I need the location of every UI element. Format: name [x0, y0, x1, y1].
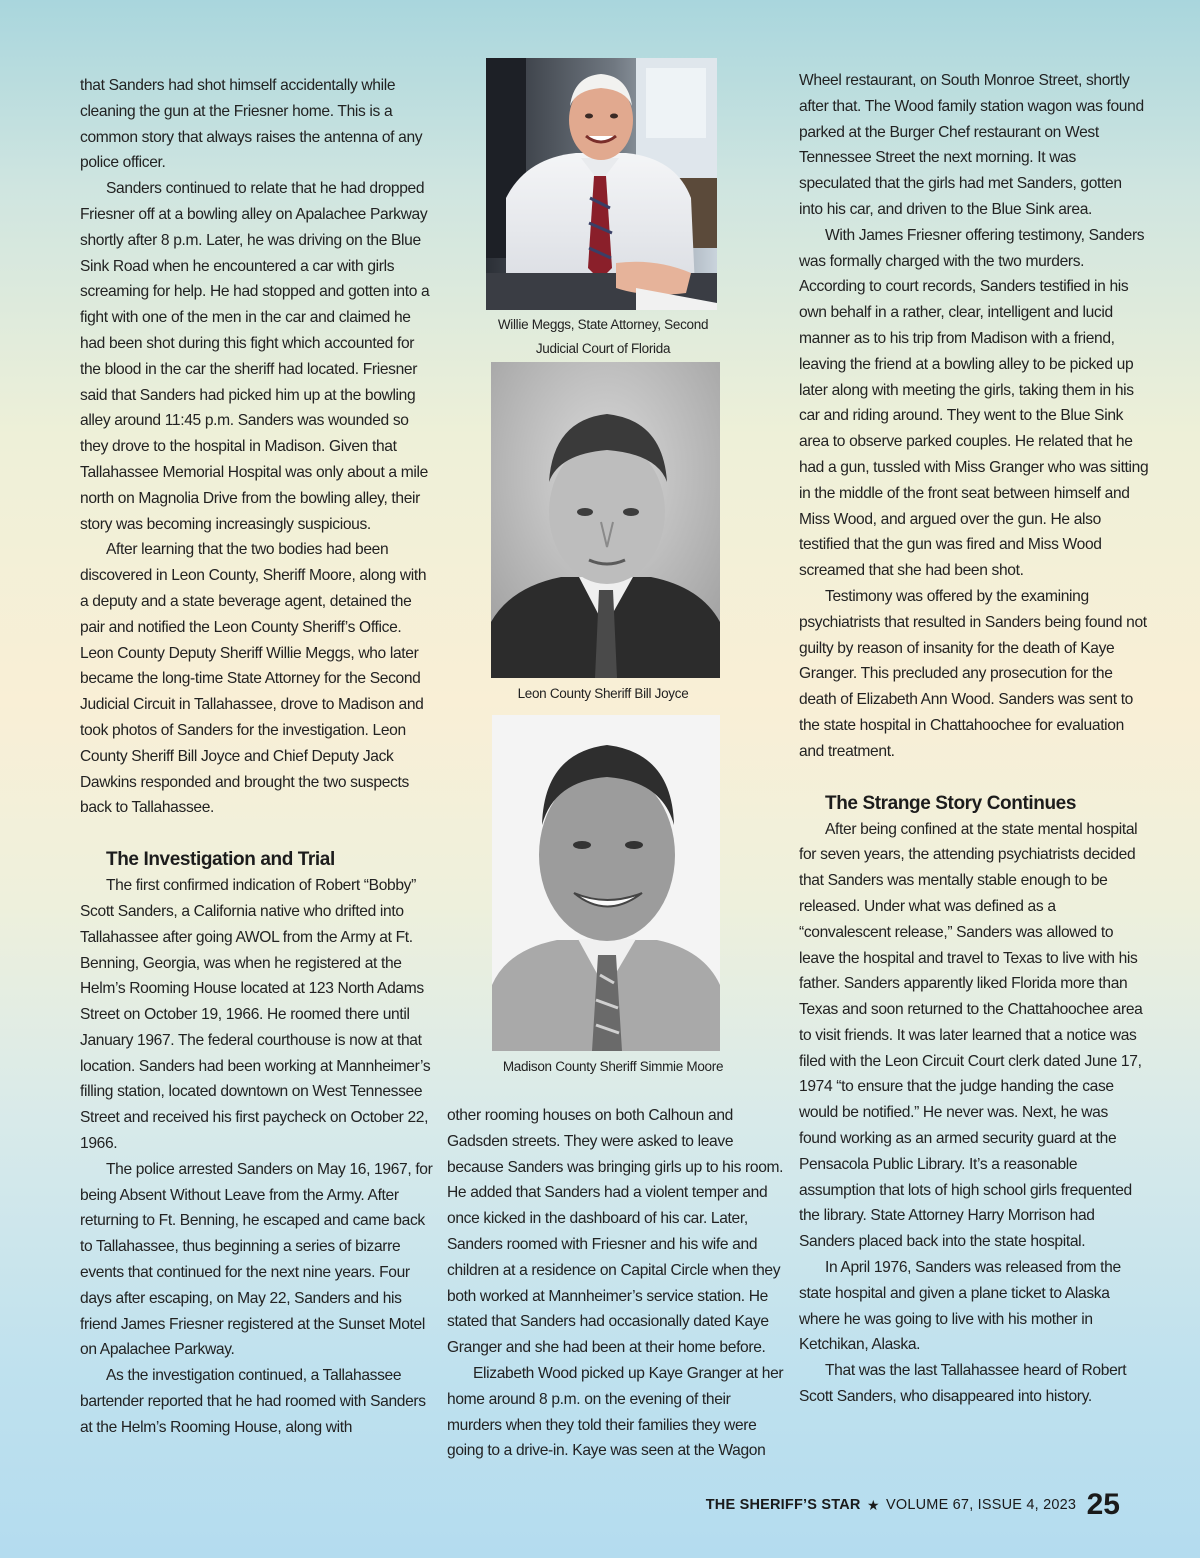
paragraph: Elizabeth Wood picked up Kaye Granger at her home around 8 p.m. on the evening of their murders when they told their families they were going to a drive-in. Kaye was seen at the Wagon: [447, 1364, 784, 1460]
paragraph: With James Friesner offering testimony, Sanders was formally charged with the two murders. According to court records, Sanders testified in his own behalf in a rather, clear, intelligent and lucid manner as to his trip from Madison with a friend, leaving the friend at a bowling alley to be picked up later along with meeting the girls, taking them in his car and riding around. They went to the Blue Sink area to observe parked couples. He related that he had a gun, tussled with Miss Granger who was sitting in the middle of the front seat between himself and Miss Wood, and argued over the gun. He also testified that the gun was fired and Miss Wood screamed that she had been shot.: [799, 226, 1149, 580]
paragraph: In April 1976, Sanders was released from the state hospital and given a plane ticket to Alaska where he was going to live with his mother in Ketchikan, Alaska.: [799, 1259, 1121, 1354]
article-column-2: [447, 1103, 787, 1464]
section-heading-investigation: The Investigation and Trial: [106, 849, 335, 871]
paragraph: That was the last Tallahassee heard of Robert Scott Sanders, who disappeared into history.: [799, 1362, 1127, 1406]
paragraph: The police arrested Sanders on May 16, 1967, for being Absent Without Leave from the Army. After returning to Ft. Benning, he escaped and came back to Tallahassee, thus beginning a series of bizarre events that continued for the next nine years. Four days after escaping, on May 22, Sanders and his friend James Friesner registered at the Sunset Motel on Apalachee Parkway.: [80, 1160, 433, 1359]
photo-caption-moore: [470, 1055, 756, 1079]
paragraph: Wheel restaurant, on South Monroe Street, shortly after that. The Wood family station wagon was found parked at the Burger Chef restaurant on West Tennessee Street the next morning. It was speculated that the girls had met Sanders, gotten into his car, and driven to the Blue Sink area.: [799, 72, 1144, 218]
section-heading-strange-story: The Strange Story Continues: [825, 792, 1077, 814]
caption-line: Willie Meggs, State Attorney, Second: [497, 317, 709, 332]
page-number: 25: [1086, 1488, 1120, 1521]
article-column-1: [80, 73, 436, 1441]
photo-caption-meggs: [470, 313, 736, 361]
photo-caption-joyce: [470, 682, 736, 706]
paragraph: The first confirmed indication of Robert “Bobby” Scott Sanders, a California native who drifted into Tallahassee after going AWOL from the Army at Ft. Benning, Georgia, was when he registered at the Helm’s Rooming House located at 123 North Adams Street on October 19, 1966. He roomed there until January 1967. The federal courthouse is now at that location. Sanders had been working at Mannheimer’s filling station, located downtown on West Tennessee Street and received his first paycheck on October 22, 1966.: [80, 877, 431, 1153]
caption-line: Madison County Sheriff Simmie Moore: [502, 1059, 724, 1074]
star-icon: ★: [866, 1496, 880, 1513]
bill-joyce-portrait: [491, 362, 720, 678]
paragraph: other rooming houses on both Calhoun and Gadsden streets. They were asked to leave because Sanders was bringing girls up to his room. He added that Sanders had a violent temper and once kicked in the dashboard of his car. Later, Sanders roomed with Friesner and his wife and children at a residence on Capital Circle when they both worked at Mannheimer’s service station. He stated that Sanders had occasionally dated Kaye Granger and she had been at their home before.: [447, 1107, 784, 1357]
paragraph: Testimony was offered by the examining psychiatrists that resulted in Sanders being found not guilty by reason of insanity for the death of Kaye Granger. This precluded any prosecution for the death of Elizabeth Ann Wood. Sanders was sent to the state hospital in Chattahoochee for evaluation and treatment.: [799, 587, 1147, 760]
caption-line: Judicial Court of Florida: [535, 341, 671, 356]
paragraph: that Sanders had shot himself accidentally while cleaning the gun at the Friesner home. This is a common story that always raises the antenna of any police officer.: [80, 77, 423, 172]
page-footer: [650, 1488, 1120, 1528]
simmie-moore-portrait: [492, 715, 720, 1051]
photo-bill-joyce: [491, 362, 720, 678]
paragraph: As the investigation continued, a Tallahassee bartender reported that he had roomed with Sanders at the Helm’s Rooming House, along with: [80, 1367, 426, 1436]
paragraph: Sanders continued to relate that he had dropped Friesner off at a bowling alley on Apalachee Parkway shortly after 8 p.m. Later, he was driving on the Blue Sink Road when he encountered a car with girls screaming for help. He had stopped and gotten into a fight with one of the men in the car and claimed he had been shot during this fight which accounted for the blood in the car the sheriff had located. Friesner said that Sanders had picked him up at the bowling alley around 11:45 p.m. Sanders was wounded so they drove to the hospital in Madison. Given that Tallahassee Memorial Hospital was only about a mile north on Magnolia Drive from the bowling alley, their story was becoming increasingly suspicious.: [80, 180, 430, 533]
article-column-3: [799, 68, 1149, 1410]
paragraph: After learning that the two bodies had been discovered in Leon County, Sheriff Moore, along with a deputy and a state beverage agent, detained the pair and notified the Leon County Sheriff’s Office. Leon County Deputy Sheriff Willie Meggs, who later became the long-time State Attorney for the Second Judicial Circuit in Tallahassee, drove to Madison and took photos of Sanders for the investigation. Leon County Sheriff Bill Joyce and Chief Deputy Jack Dawkins responded and brought the two suspects back to Tallahassee.: [80, 541, 427, 817]
photo-simmie-moore: [492, 715, 720, 1051]
photo-willie-meggs: [486, 58, 717, 310]
willie-meggs-portrait: [486, 58, 717, 310]
volume-issue: VOLUME 67, ISSUE 4, 2023: [886, 1497, 1077, 1513]
caption-line: Leon County Sheriff Bill Joyce: [517, 686, 689, 701]
publication-name: THE SHERIFF’S STAR: [705, 1497, 861, 1513]
paragraph: After being confined at the state mental hospital for seven years, the attending psychiatrists decided that Sanders was mentally stable enough to be released. Under what was defined as a “convalescent release,” Sanders was allowed to leave the hospital and travel to Texas to live with his father. Sanders apparently liked Florida more than Texas and soon returned to the Chattahoochee area to visit friends. It was later learned that a notice was filed with the Leon Circuit Court clerk dated June 17, 1974 “to ensure that the judge handing the case would be notified.” He never was. Next, he was found working as an armed security guard at the Pensacola Public Library. It’s a reasonable assumption that lots of high school girls frequented the library. State Attorney Harry Morrison had Sanders placed back into the state hospital.: [799, 820, 1143, 1251]
